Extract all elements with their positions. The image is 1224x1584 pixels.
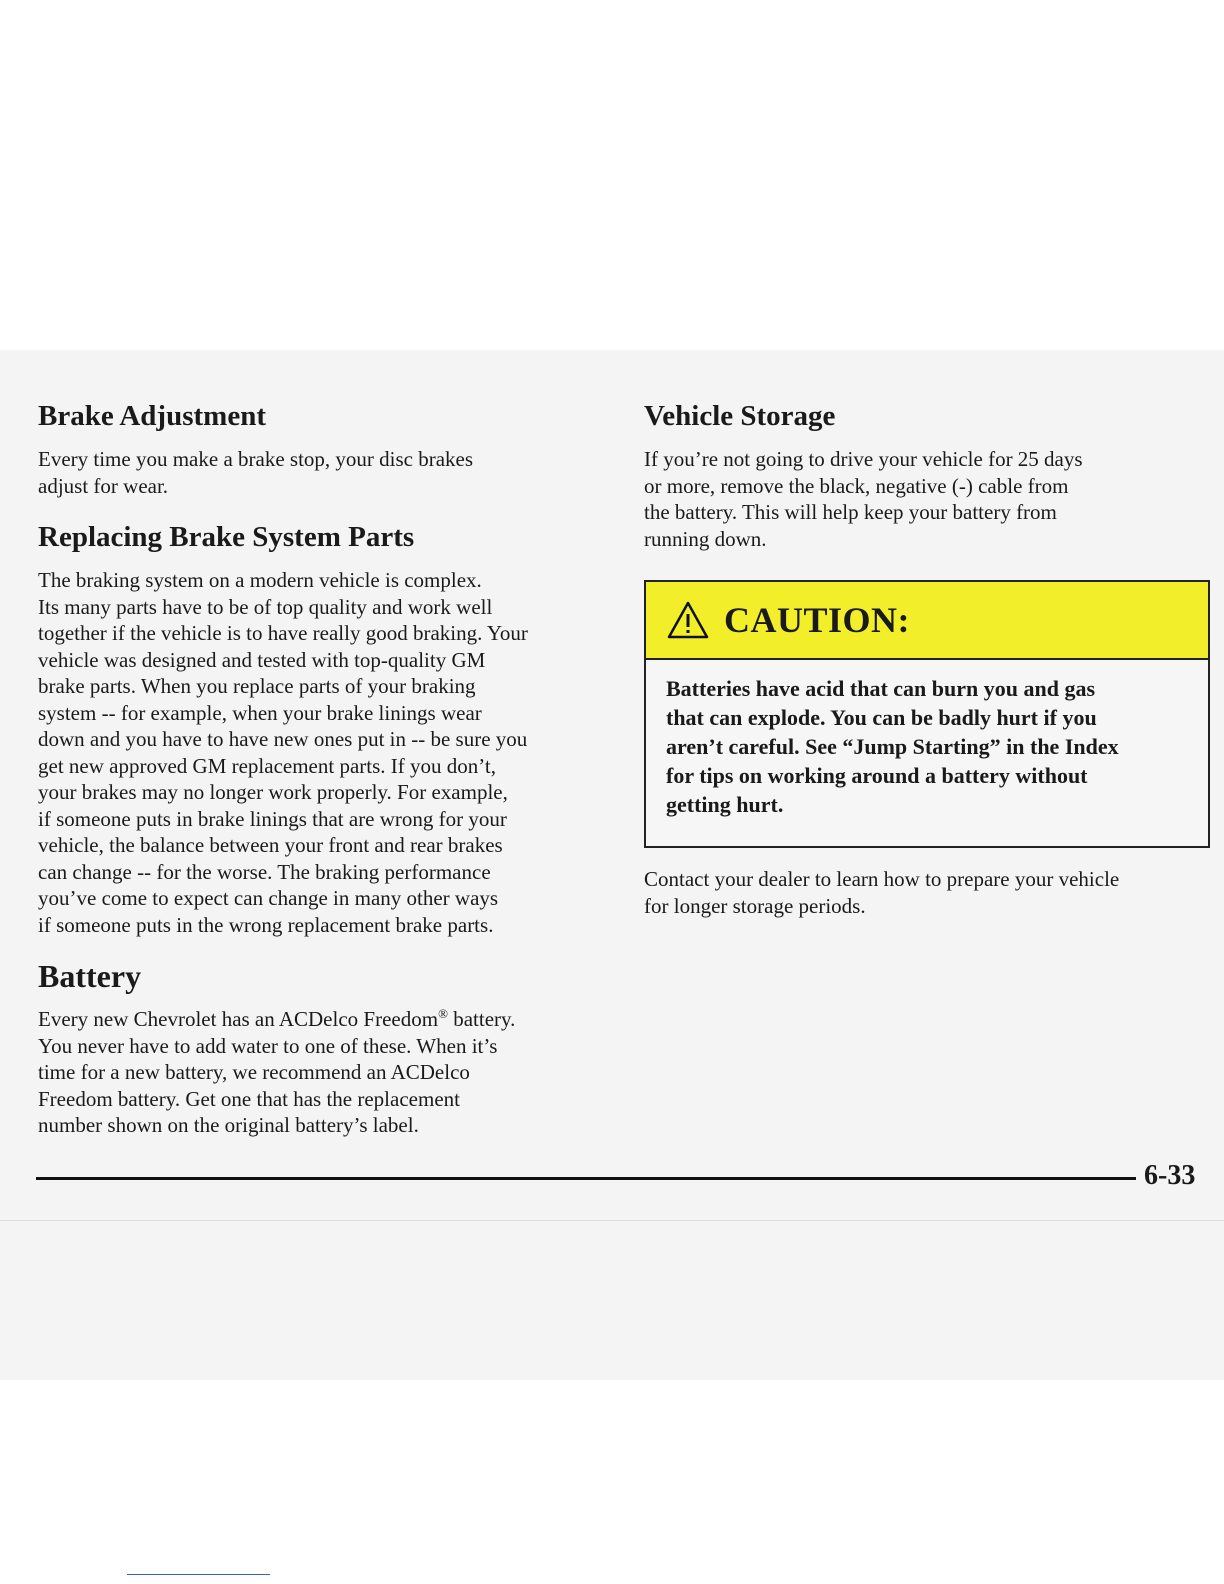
caution-title: CAUTION:: [724, 600, 911, 640]
battery-text-end: battery. You never have to add water to one of these. When it’s time for a new battery, we recommend an ACDelco Freedom battery. Get one that has the replacement number shown on the original battery’s label.: [38, 1007, 516, 1137]
replacing-parts-text: The braking system on a modern vehicle is complex. Its many parts have to be of top quality and work well together if the vehicle is to have really good braking. Your vehicle was designed and tested with top-quality GM brake parts. When you replace parts of your braking system -- for example, when your brake linings wear down and you have to have new ones put in -- be sure you get new approved GM replacement parts. If you don’t, your brakes may no longer work properly. For example, if someone puts in brake linings that are wrong for your vehicle, the balance between your front and rear brakes can change -- for the worse. The braking performance you’ve come to expect can change in many other ways if someone puts in the wrong replacement brake parts.: [38, 568, 528, 937]
link-underline: [127, 1574, 270, 1575]
vehicle-storage-text: If you’re not going to drive your vehicle for 25 days or more, remove the black, negative (-) cable from the battery. This will help keep your battery from running down.: [644, 447, 1083, 551]
left-column: [38, 398, 608, 1159]
battery-heading: Battery: [38, 958, 142, 994]
footer-rule: [36, 1177, 1136, 1180]
caution-header: [646, 582, 1208, 660]
battery-text: [38, 1006, 608, 1139]
vehicle-storage-heading: Vehicle Storage: [644, 400, 836, 432]
battery-text-start: Every new Chevrolet has an ACDelco Freedom: [38, 1007, 439, 1031]
scan-edge-line: [0, 1220, 1224, 1221]
warning-triangle-icon: [666, 600, 710, 640]
caution-text: Batteries have acid that can burn you and gas that can explode. You can be badly hurt if you aren’t careful. See “Jump Starting” in the Index for tips on working around a battery without getting hurt.: [666, 676, 1119, 817]
right-column: [644, 398, 1214, 572]
contact-text: Contact your dealer to learn how to prepare your vehicle for longer storage periods.: [644, 867, 1120, 918]
brake-adjustment-heading: Brake Adjustment: [38, 400, 266, 432]
replacing-parts-heading: Replacing Brake System Parts: [38, 521, 415, 553]
caution-box: [644, 580, 1210, 848]
brake-adjustment-text: Every time you make a brake stop, your disc brakes adjust for wear.: [38, 447, 474, 498]
registered-mark: ®: [438, 1006, 448, 1021]
page-number: 6-33: [1144, 1160, 1196, 1191]
contact-section: [644, 866, 1214, 939]
